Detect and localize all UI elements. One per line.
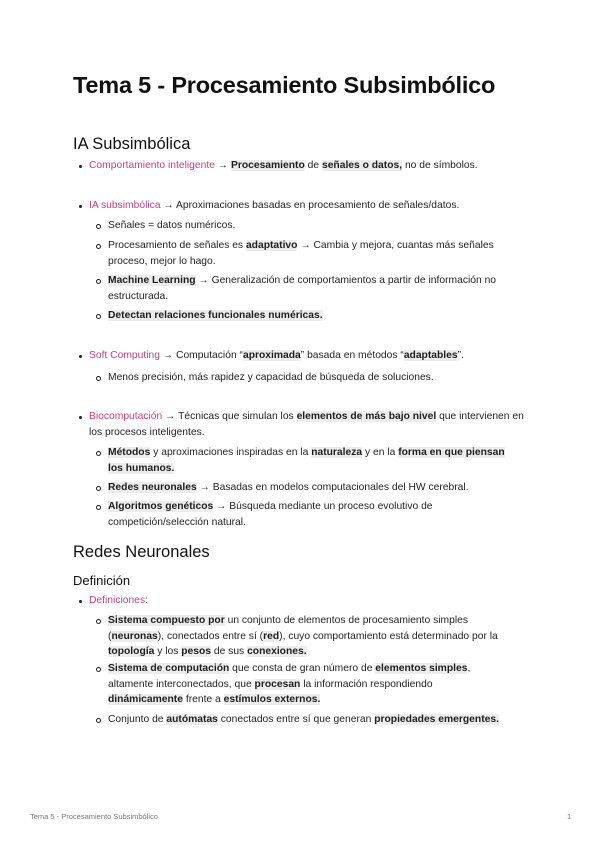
text: de sus xyxy=(211,646,248,657)
text: → Computación “ xyxy=(159,350,243,361)
bullet-circle-icon xyxy=(96,505,101,510)
sub-list-item xyxy=(108,499,508,530)
bold-term: aproximada xyxy=(242,350,301,361)
sub-list-item xyxy=(108,480,528,496)
text: ), conectados entre sí ( xyxy=(157,630,264,642)
bold-term: propiedades emergentes. xyxy=(374,714,499,725)
bold-term: Machine Learning xyxy=(108,275,196,286)
text: ), cuyo comportamiento está determinado por la xyxy=(279,630,498,642)
sub-list-item xyxy=(108,613,520,660)
text: Señales = datos numéricos. xyxy=(108,220,236,231)
text: → Cambia y mejora, cuantas más señales proceso, mejor lo hago. xyxy=(108,240,494,267)
footer-title: Tema 5 - Procesamiento Subsimbólico xyxy=(30,812,158,821)
text: → Técnicas que simulan los xyxy=(162,411,297,422)
highlight-term: Definiciones: xyxy=(89,595,148,606)
page-title: Tema 5 - Procesamiento Subsimbólico xyxy=(73,72,496,98)
subsection-heading-definicion: Definición xyxy=(73,573,131,588)
bullet-dot-icon xyxy=(79,205,82,208)
page-number: 1 xyxy=(567,812,572,821)
bullet-dot-icon xyxy=(79,600,82,603)
text: → Aproximaciones basadas en procesamiento de señales/datos. xyxy=(160,200,460,211)
text: conectados entre sí que generan xyxy=(217,714,375,725)
bold-term: autómatas xyxy=(166,714,218,725)
sub-list-item xyxy=(108,712,528,728)
bullet-dot-icon xyxy=(79,165,82,168)
bullet-circle-icon xyxy=(96,244,101,249)
bold-term: pesos xyxy=(181,646,211,657)
highlight-term: Soft Computing xyxy=(89,350,160,361)
bold-term: Procesamiento xyxy=(230,160,305,171)
text: → xyxy=(214,160,231,171)
bold-term: Detectan relaciones funcionales numéricas. xyxy=(108,310,323,321)
bullet-circle-icon xyxy=(96,376,101,381)
bullet-circle-icon xyxy=(96,279,101,284)
bold-term: señales o datos, xyxy=(321,160,403,171)
bold-term: red xyxy=(263,630,280,642)
text: y en la xyxy=(362,447,399,458)
bullet-circle-icon xyxy=(96,451,101,456)
sub-list-item xyxy=(108,370,528,386)
bold-term: dinámicamente xyxy=(108,694,183,705)
bold-term: Métodos xyxy=(108,447,151,458)
list-item xyxy=(89,593,529,609)
text: ” basada en métodos “ xyxy=(300,350,404,361)
sub-list-item xyxy=(108,661,508,708)
bullet-circle-icon xyxy=(96,718,101,723)
text: Menos precisión, más rapidez y capacidad de búsqueda de soluciones. xyxy=(108,372,434,383)
highlight-term: IA subsimbólica xyxy=(89,200,161,211)
list-item xyxy=(89,409,529,440)
list-item xyxy=(89,348,529,364)
highlight-term: Biocomputación xyxy=(89,411,163,422)
bold-term: elementos de más bajo nivel xyxy=(296,411,437,422)
bold-term: forma en que piensan los humanos. xyxy=(108,447,505,474)
bold-term: neuronas xyxy=(111,630,158,642)
bullet-dot-icon xyxy=(79,416,82,419)
bold-term: topología xyxy=(108,646,155,657)
section-heading-ia: IA Subsimbólica xyxy=(73,135,191,153)
bullet-dot-icon xyxy=(79,355,82,358)
text: Conjunto de xyxy=(108,714,167,725)
list-item xyxy=(89,198,529,214)
section-heading-redes: Redes Neuronales xyxy=(73,543,210,561)
sub-list-item xyxy=(108,445,520,476)
bold-term: conexiones. xyxy=(247,646,307,657)
text: la información respondiendo xyxy=(300,678,433,690)
bullet-circle-icon xyxy=(96,314,101,319)
text: , altamente interconectados, que xyxy=(108,663,471,690)
bold-term: estímulos externos. xyxy=(223,694,321,705)
text: → Búsqueda mediante un proceso evolutivo de competición/selección natural. xyxy=(108,501,433,528)
text: ”. xyxy=(457,350,464,361)
text: → Generalización de comportamientos a partir de información no estructurada. xyxy=(108,275,497,302)
text: no de símbolos. xyxy=(402,160,478,171)
bold-term: adaptativo xyxy=(245,240,298,251)
text: y los xyxy=(154,646,182,657)
bullet-circle-icon xyxy=(96,486,101,491)
text: de xyxy=(304,160,322,171)
text: un conjunto de elementos de procesamiento simples ( xyxy=(108,615,468,642)
bullet-circle-icon xyxy=(96,667,101,672)
text: que consta de gran número de xyxy=(229,663,376,674)
list-item xyxy=(89,158,529,174)
bold-term: Redes neuronales xyxy=(108,482,197,493)
bold-term: procesan xyxy=(254,678,301,690)
text: → Basadas en modelos computacionales del HW cerebral. xyxy=(196,482,469,493)
bullet-circle-icon xyxy=(96,224,101,229)
sub-list-item xyxy=(108,308,528,324)
sub-list-item xyxy=(108,218,528,234)
text: frente a xyxy=(182,694,224,705)
highlight-term: Comportamiento inteligente xyxy=(89,160,215,171)
sub-list-item xyxy=(108,238,508,269)
text: y aproximaciones inspiradas en la xyxy=(150,447,312,458)
sub-list-item xyxy=(108,273,508,304)
bold-term: Sistema compuesto por xyxy=(108,615,225,626)
bold-term: elementos simples xyxy=(375,663,468,674)
text: Procesamiento de señales es xyxy=(108,240,246,251)
bold-term: naturaleza xyxy=(311,447,363,458)
bullet-circle-icon xyxy=(96,619,101,624)
bold-term: adaptables xyxy=(403,350,458,361)
text: que intervienen en los procesos inteligentes. xyxy=(89,411,524,438)
bold-term: Sistema de computación xyxy=(108,663,230,674)
bold-term: Algoritmos genéticos xyxy=(108,501,214,512)
